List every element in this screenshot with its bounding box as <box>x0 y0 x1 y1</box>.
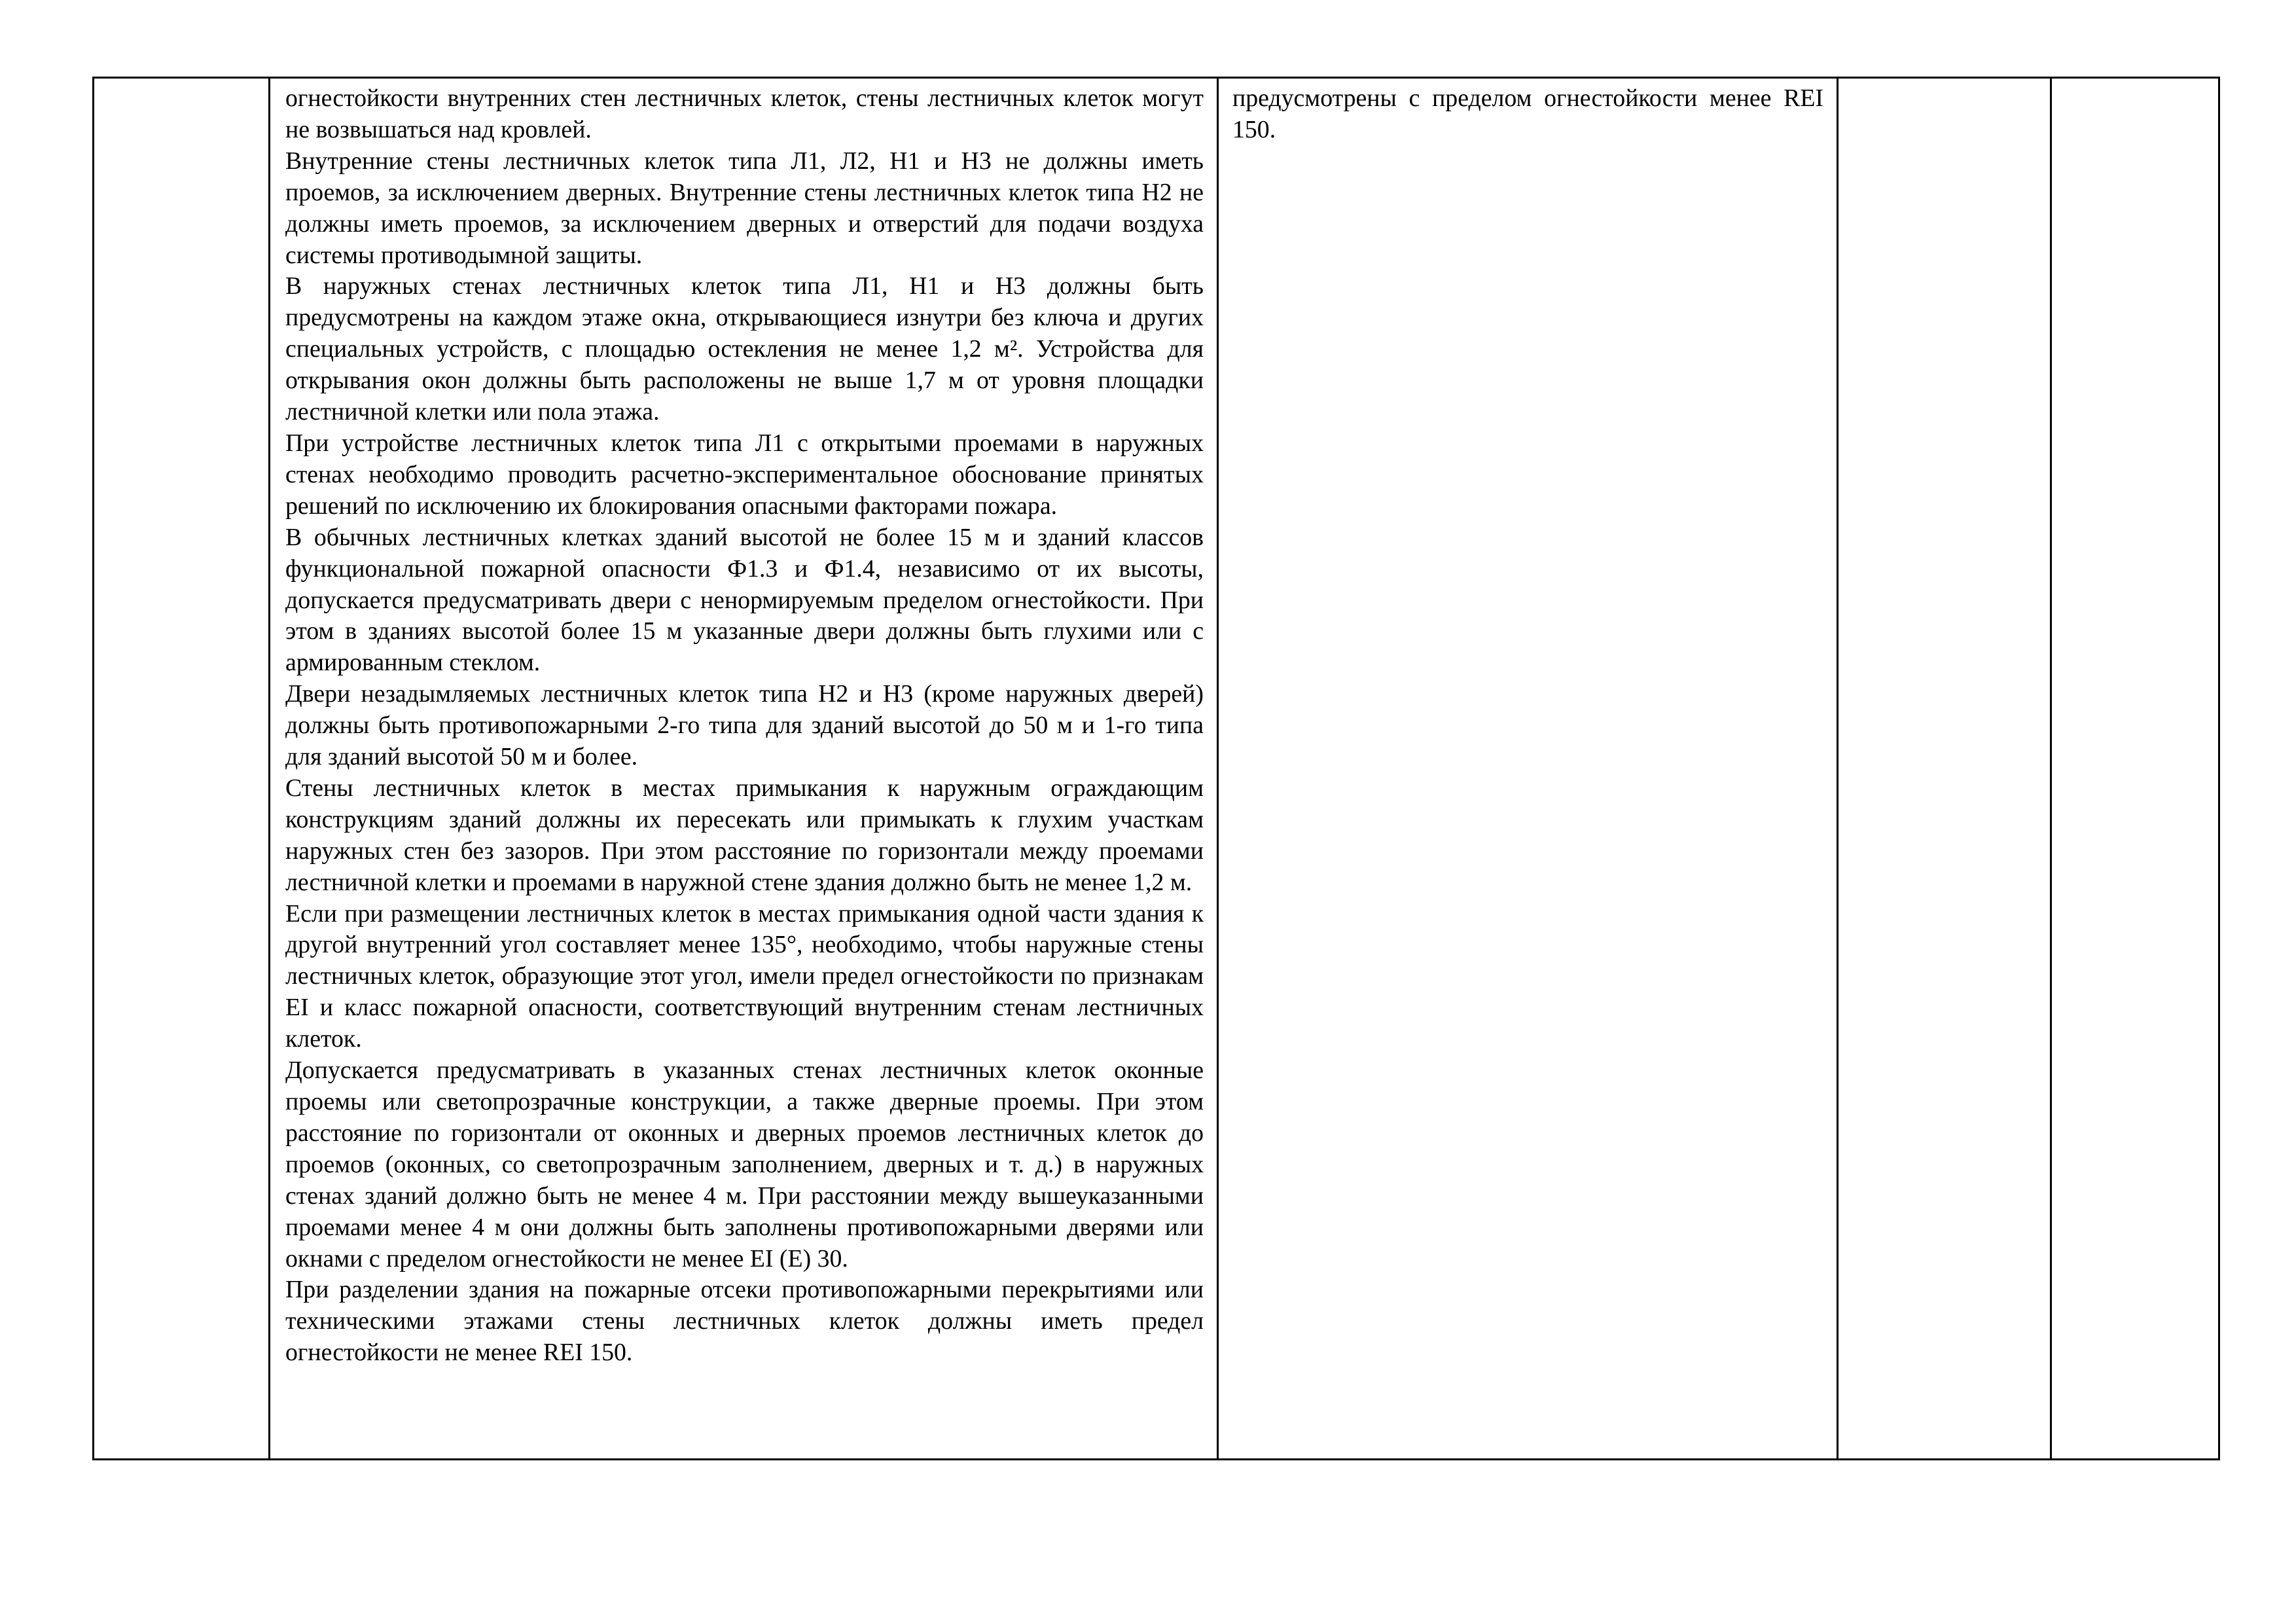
paragraph: Стены лестничных клеток в местах примыкания к наружным ограждающим конструкциям зданий должны их пересекать или примыкать к глухим участкам наружных стен без зазоров. При этом расстояние по горизонтали между проемами лестничной клетки и проемами в наружной стене здания должно быть не менее 1,2 м. <box>285 774 1204 896</box>
violation-text <box>1232 83 1823 146</box>
table-cell-requirement <box>270 79 1219 1458</box>
table-cell-violation <box>1219 79 1839 1458</box>
table-cell-empty <box>2052 79 2222 1458</box>
requirement-text <box>285 83 1204 1369</box>
paragraph: Если при размещении лестничных клеток в местах примыкания одной части здания к другой внутренний угол составляет менее 135°, необходимо, чтобы наружные стены лестничных клеток, образующие этот угол, имели предел огнестойкости по признакам EI и класс пожарной опасности, соответствующий внутренним стенам лестничных клеток. <box>285 899 1204 1053</box>
paragraph: огнестойкости внутренних стен лестничных клеток, стены лестничных клеток могут не возвышаться над кровлей. <box>285 84 1204 143</box>
table-cell-empty <box>1839 79 2052 1458</box>
table-cell-number <box>94 79 270 1458</box>
paragraph: Допускается предусматривать в указанных стенах лестничных клеток оконные проемы или светопрозрачные конструкции, а также дверные проемы. При этом расстояние по горизонтали от оконных и дверных проемов лестничных клеток до проемов (оконных, со светопрозрачным заполнением, дверных и т. д.) в наружных стенах зданий должно быть не менее 4 м. При расстоянии между вышеуказанными проемами менее 4 м они должны быть заполнены противопожарными дверями или окнами с пределом огнестойкости не менее EI (Е) 30. <box>285 1056 1204 1272</box>
paragraph: Двери незадымляемых лестничных клеток типа Н2 и Н3 (кроме наружных дверей) должны быть противопожарными 2-го типа для зданий высотой до 50 м и 1-го типа для зданий высотой 50 м и более. <box>285 680 1204 771</box>
paragraph: При разделении здания на пожарные отсеки противопожарными перекрытиями или техническими этажами стены лестничных клеток должны иметь предел огнестойкости не менее REI 150. <box>285 1276 1204 1367</box>
paragraph: При устройстве лестничных клеток типа Л1 с открытыми проемами в наружных стенах необходимо проводить расчетно-экспериментальное обоснование принятых решений по исключению их блокирования опасными факторами пожара. <box>285 429 1204 520</box>
paragraph: В обычных лестничных клетках зданий высотой не более 15 м и зданий классов функциональной пожарной опасности Ф1.3 и Ф1.4, независимо от их высоты, допускается предусматривать двери с ненормируемым пределом огнестойкости. При этом в зданиях высотой более 15 м указанные двери должны быть глухими или с армированным стеклом. <box>285 523 1204 677</box>
requirements-table <box>92 77 2220 1460</box>
paragraph: предусмотрены с пределом огнестойкости менее REI 150. <box>1232 84 1823 143</box>
paragraph: Внутренние стены лестничных клеток типа Л1, Л2, Н1 и Н3 не должны иметь проемов, за исключением дверных. Внутренние стены лестничных клеток типа Н2 не должны иметь проемов, за исключением дверных и отверстий для подачи воздуха системы противодымной защиты. <box>285 147 1204 269</box>
paragraph: В наружных стенах лестничных клеток типа Л1, Н1 и Н3 должны быть предусмотрены на каждом этаже окна, открывающиеся изнутри без ключа и других специальных устройств, с площадью остекления не менее 1,2 м². Устройства для открывания окон должны быть расположены не выше 1,7 м от уровня площадки лестничной клетки или пола этажа. <box>285 272 1204 426</box>
